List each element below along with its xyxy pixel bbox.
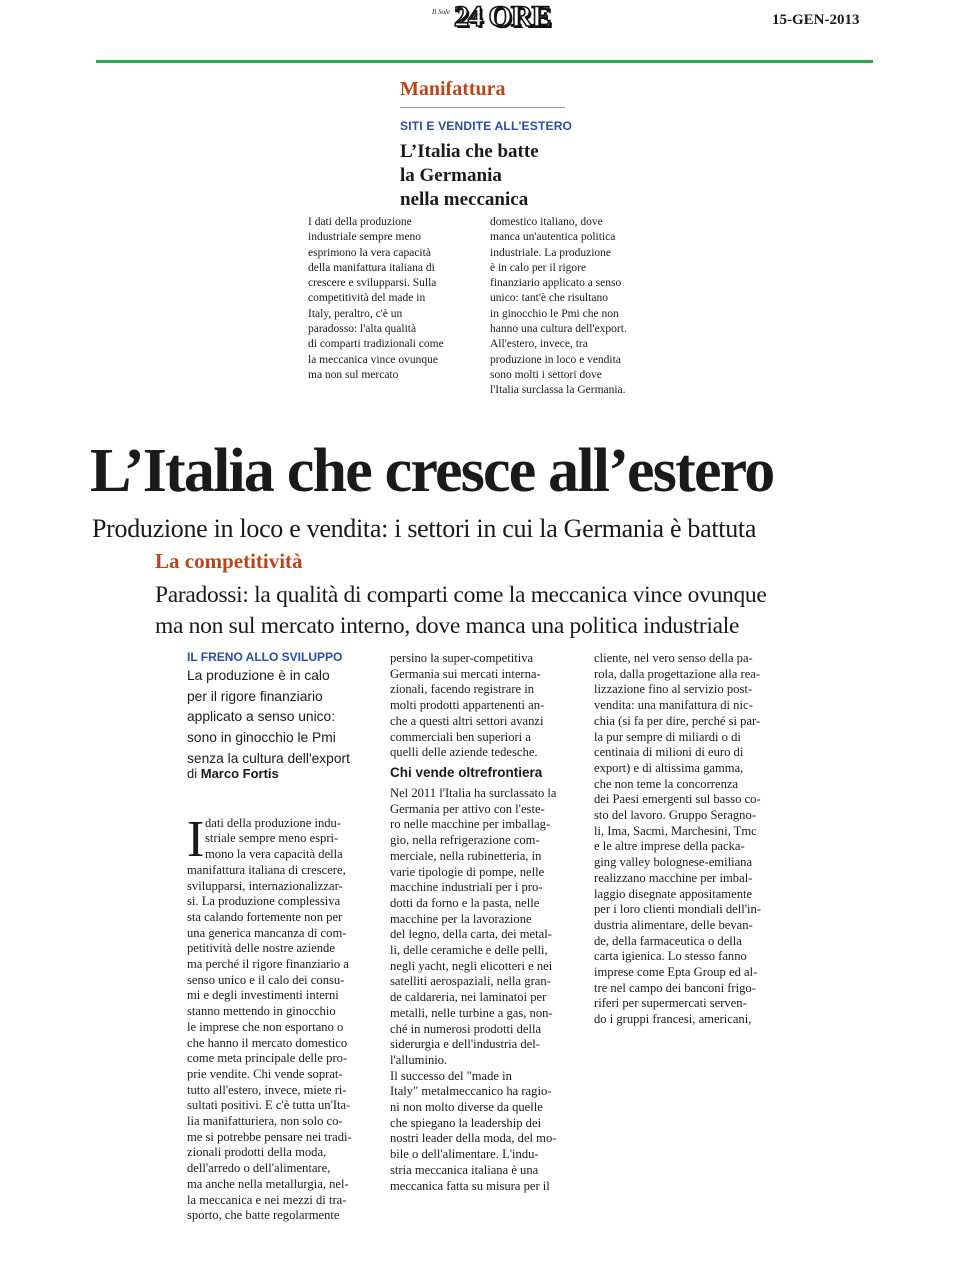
section-label: Manifattura bbox=[400, 78, 506, 100]
body-column-2-bottom: Nel 2011 l'Italia ha surclassato la Germania per attivo con l'este- ro nelle macchine per imballag- gio, nella refrigerazione com- merciale, nella rubinetteria, in varie tipologie di pompe, nelle macchine industriali per i pro- dotti da forno e la pasta, nelle macchine per la lavorazione del legno, della carta, dei metal- li, delle ceramiche e delle pelli, negli yacht, negli elicotteri e nei satelliti aerospaziali, nella gran- de caldareria, nei laminatoi per metalli, nelle turbine a gas, non- ché in numerosi prodotti della siderurgia e dell'industria del- l'alluminio. Il successo del "made in Italy" metalmeccanico ha ragio- ni non molto diverse da quelle che spiegano la leadership dei nostri leader della moda, del mo- bile o dell'alimentare. L'indu- stria meccanica italiana è una meccanica fatta su misura per il bbox=[390, 786, 557, 1193]
summary-title: L’Italia che batte la Germania nella meccanica bbox=[400, 141, 539, 210]
summary-kicker: SITI E VENDITE ALL'ESTERO bbox=[400, 119, 573, 133]
body-column-1-text: manifattura italiana di crescere, svilupparsi, internazionalizzar- si. La produzione complessiva sta calando fortemente non per una generica mancanza di com- petitività delle nostre aziende ma perché il rigore finanziario a senso unico e il calo dei consu- mi e degli investimenti interni stanno mettendo in ginocchio le imprese che non esportano o che hanno il mercato domestico come meta principale delle pro- prie vendite. Chi vende soprat- tutto all'estero, invece, miete ri- sultati positivi. E c'è tutta un'Ita- lia manifatturiera, non solo co- me si potrebbe pensare nei tradi- zionali prodotti della moda, dell'arredo o dell'alimentare, ma anche nella metallurgia, nel- la meccanica e nei mezzi di tra- sporto, che batte regolarmente bbox=[187, 862, 352, 1223]
subheadline: Produzione in loco e vendita: i settori in cui la Germania è battuta bbox=[92, 514, 757, 543]
masthead-small: Il Sole bbox=[432, 8, 451, 16]
article-kicker: IL FRENO ALLO SVILUPPO bbox=[187, 650, 343, 664]
deck: Paradossi: la qualità di comparti come la meccanica vince ovunque ma non sul mercato interno, dove manca una politica industriale bbox=[155, 582, 767, 639]
summary-column-2: domestico italiano, dove manca un'autentica politica industriale. La produzione è in calo per il rigore finanziario applicato a senso unico: tant'è che risultano in ginocchio le Pmi che non hanno una cultura dell'export. All'estero, invece, tra produzione in loco e vendita sono molti i settori dove l'Italia surclassa la Germania. bbox=[490, 216, 627, 397]
byline-prefix: di bbox=[187, 766, 198, 781]
summary-column-1: I dati della produzione industriale sempre meno esprimono la vera capacità della manifattura italiana di crescere e svilupparsi. Sulla competitività del made in Italy, peraltro, c'è un paradosso: l'alta qualità di comparti tradizionali come la meccanica vince ovunque ma non sul mercato bbox=[308, 216, 444, 381]
dropcap: I bbox=[187, 810, 205, 868]
header-divider bbox=[96, 60, 873, 63]
author-name: Marco Fortis bbox=[200, 766, 279, 781]
masthead-title: 24 ORE bbox=[454, 0, 551, 33]
byline bbox=[187, 766, 279, 781]
body-lead: dati della produzione indu- striale sempre meno espri- mono la vera capacità della bbox=[205, 815, 343, 862]
crosshead: Chi vende oltrefrontiera bbox=[390, 765, 543, 780]
publication-date: 15-GEN-2013 bbox=[772, 12, 860, 28]
section-underline bbox=[400, 107, 565, 108]
section-subtitle: La competitività bbox=[155, 549, 303, 573]
body-column-2-top: persino la super-competitiva Germania sui mercati interna- zionali, facendo registrare in molti prodotti appartenenti an- che a questi altri settori avanzi commerciali ben superiori a quelli delle aziende tedesche. bbox=[390, 651, 545, 760]
article-summary: La produzione è in calo per il rigore finanziario applicato a senso unico: sono in ginocchio le Pmi senza la cultura dell'export bbox=[187, 668, 350, 766]
headline: L’Italia che cresce all’estero bbox=[90, 437, 774, 505]
body-column-3: cliente, nel vero senso della pa- rola, dalla progettazione alla rea- lizzazione fino al servizio post- vendita: una manifattura di nic- chia (si fa per dire, perché si par- la pur sempre di miliardi o di centinaia di milioni di euro di export) e di altissima gamma, che non teme la concorrenza dei Paesi emergenti sul basso co- sto del lavoro. Gruppo Seragno- li, Ima, Sacmi, Marchesini, Tmc e le altre imprese della packa- ging valley bolognese-emiliana realizzano macchine per imbal- laggio disegnate appositamente per i loro clienti mondiali dell'in- dustria alimentare, delle bevan- de, della farmaceutica o della carta igienica. Lo stesso fanno imprese come Epta Group ed al- tre nel campo dei banconi frigo- riferi per supermercati serven- do i gruppi francesi, americani, bbox=[594, 651, 761, 1027]
body-column-1 bbox=[187, 800, 370, 1240]
masthead-logo bbox=[430, 2, 560, 34]
